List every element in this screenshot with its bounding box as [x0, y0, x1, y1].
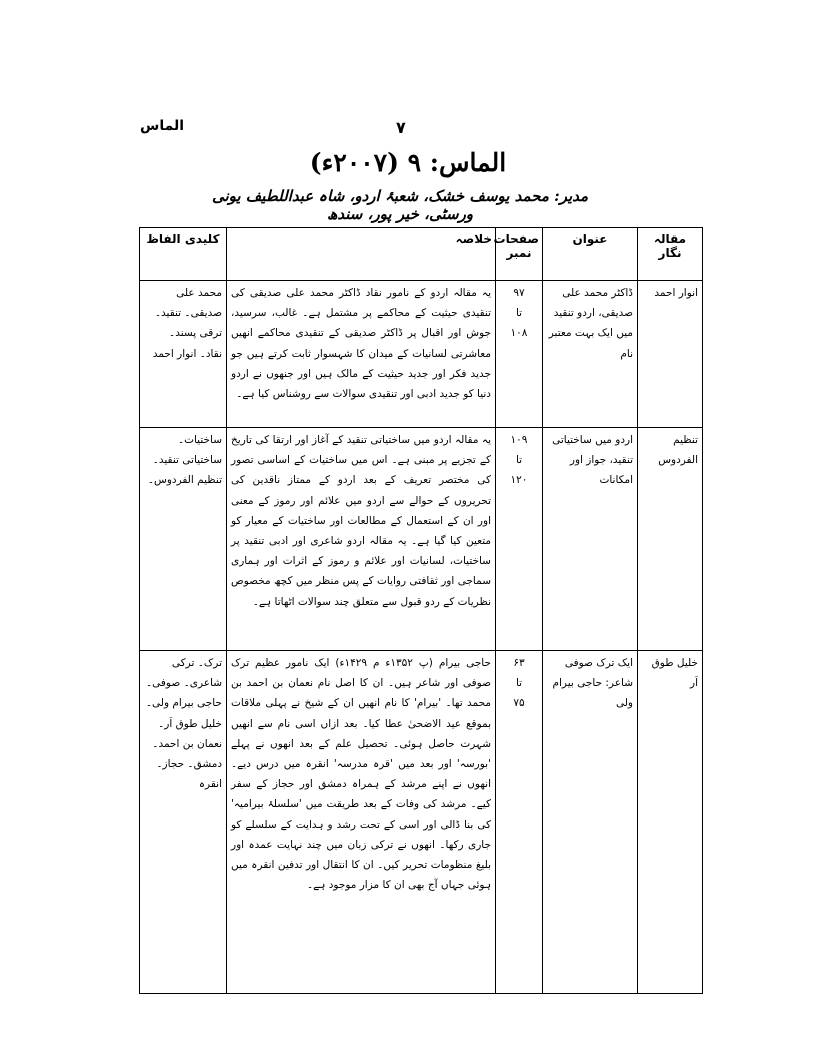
- author-cell: تنظیم الفردوس: [638, 428, 703, 651]
- page-to: تا: [515, 307, 523, 319]
- summary-cell: یہ مقالہ اردو کے نامور نقاد ڈاکٹر محمد علی صدیقی کی تنقیدی حیثیت کے محاکمے پر مشتمل ہے۔ غالب، سرسید، جوش اور اقبال پر ڈاکٹر صدیقی کے تنقیدی محاکمے انھیں معاشرتی لسانیات کے میدان کا شہسوار ثابت کرتے ہیں جو جدید فکر اور جدید حیثیت کے مالک ہیں اور جنھوں نے اردو دنیا کو جدید ادبی اور تنقیدی سوالات سے روشناس کیا ہے۔: [227, 281, 496, 428]
- author-cell: انوار احمد: [638, 281, 703, 428]
- table-row: [140, 651, 703, 994]
- editor-line: مدیر: محمد یوسف خشک، شعبۂ اردو، شاہ عبداللطیف یونی ورسٹی، خیر پور، سندھ: [211, 187, 589, 223]
- page-start: ۱۰۹: [510, 434, 528, 446]
- page-start: ۶۳: [513, 657, 525, 669]
- keywords-cell: ترک۔ ترکی شاعری۔ صوفی۔ حاجی بیرام ولی۔ خلیل طوق اَر۔ نعمان بن احمد۔ دمشق۔ حجاز۔ انقرہ: [140, 651, 227, 994]
- page-end: ۷۵: [513, 697, 525, 709]
- col-summary-header: خلاصہ: [227, 228, 496, 281]
- author-cell: خلیل طوق اَر: [638, 651, 703, 994]
- summary-cell: یہ مقالہ اردو میں ساختیاتی تنقید کے آغاز اور ارتقا کی تاریخ کے تجزیے پر مبنی ہے۔ اس میں ساختیات کے اساسی تصور کی مختصر تعریف کے بعد اردو کے ممتاز ناقدین کی تحریروں کے حوالے سے اردو میں علائم اور رموز کے معنی اور ان کے استعمال کے مطالعات اور ساختیات کے معیار کو متعین کیا گیا ہے۔ یہ مقالہ اردو شاعری اور ادبی تنقید پر ساختیات، لسانیات اور علائم و رموز کے اثرات اور ہماری سماجی اور ثقافتی روایات کے پس منظر میں کچھ مخصوص نظریات کے ردو قبول سے متعلق چند سوالات اٹھاتا ہے۔: [227, 428, 496, 651]
- pages-cell: [496, 428, 543, 651]
- col-title-header: عنوان: [543, 228, 638, 281]
- summary-cell: حاجی بیرام (پ ۱۳۵۲ء م ۱۴۲۹ء) ایک نامور عظیم ترک صوفی اور شاعر ہیں۔ ان کا اصل نام نعمان بن احمد بن محمد تھا۔ 'بیرام' کا نام انھیں ان کے شیخ نے پہلی ملاقات بموقع عید الاضحیٰ عطا کیا۔ بعد ازاں اسی نام سے انھیں شہرت حاصل ہوئی۔ تحصیل علم کے بعد انھوں نے پہلے 'بورسہ' اور بعد میں 'قرہ مدرسہ' انقرہ میں درس دیے۔ انھوں نے اپنے مرشد کے ہمراہ دمشق اور حجاز کے سفر کیے۔ مرشد کی وفات کے بعد طریقت میں 'سلسلۂ بیرامیہ' کی بنا ڈالی اور اسی کے تحت رشد و ہدایت کے سلسلے کو جاری رکھا۔ انھوں نے ترکی زبان میں چند نہایت عمدہ اور بلیغ منظومات تحریر کیں۔ ان کا انتقال اور تدفین انقرہ میں ہوئی جہاں آج بھی ان کا مزار موجود ہے۔: [227, 651, 496, 994]
- page-end: ۱۲۰: [510, 474, 528, 486]
- page-number: ۷: [396, 118, 406, 137]
- running-header: الماس: [140, 118, 185, 134]
- page-to: تا: [515, 454, 523, 466]
- keywords-cell: محمد علی صدیقی۔ تنقید۔ ترقی پسند۔ نقاد۔ انوار احمد: [140, 281, 227, 428]
- pages-cell: [496, 281, 543, 428]
- articles-table: [139, 227, 703, 994]
- col-pages-header: صفحات نمبر: [496, 228, 543, 281]
- title-cell: اردو میں ساختیاتی تنقید، جواز اور امکانات: [543, 428, 638, 651]
- page-end: ۱۰۸: [510, 327, 528, 339]
- keywords-cell: ساختیات۔ ساختیاتی تنقید۔ تنظیم الفردوس۔: [140, 428, 227, 651]
- page-start: ۹۷: [513, 287, 525, 299]
- table-row: [140, 281, 703, 428]
- table-header-row: [140, 228, 703, 281]
- col-keywords-header: کلیدی الفاظ: [140, 228, 227, 281]
- table-row: [140, 428, 703, 651]
- page-to: تا: [515, 677, 523, 689]
- title-cell: ڈاکٹر محمد علی صدیقی، اردو تنقید میں ایک بہت معتبر نام: [543, 281, 638, 428]
- title-cell: ایک ترک صوفی شاعر: حاجی بیرام ولی: [543, 651, 638, 994]
- pages-cell: [496, 651, 543, 994]
- journal-title: الماس: ۹ (۲۰۰۷ء): [309, 148, 507, 177]
- col-author-header: مقالہ نگار: [638, 228, 703, 281]
